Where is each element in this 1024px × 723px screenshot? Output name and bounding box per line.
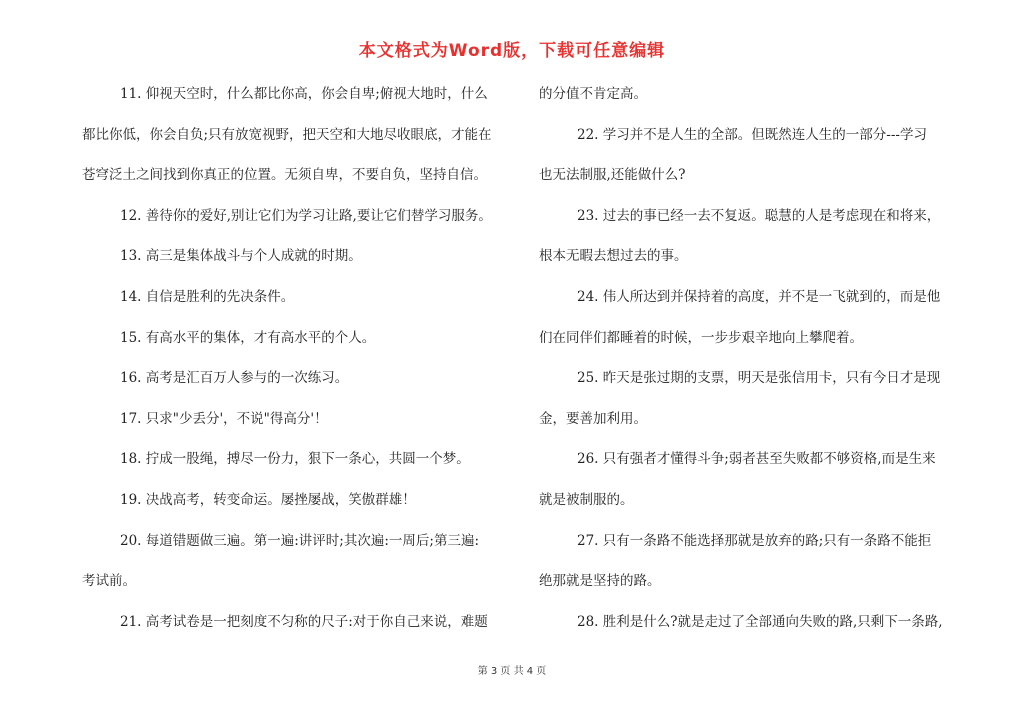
text-line: 们在同伴们都睡着的时候，一步步艰辛地向上攀爬着。: [539, 329, 863, 346]
text-line: 23. 过去的事已经一去不复返。聪慧的人是考虑现在和将来，: [577, 207, 941, 224]
left-text-column: [82, 80, 506, 648]
text-line: 15. 有高水平的集体，才有高水平的个人。: [120, 329, 376, 346]
text-line: 就是被制服的。: [539, 491, 634, 508]
text-line: 27. 只有一条路不能选择那就是放弃的路;只有一条路不能拒: [577, 532, 932, 549]
text-line: 17. 只求"少丢分'，不说"得高分'！: [120, 410, 328, 427]
text-line: 16. 高考是汇百万人参与的一次练习。: [120, 370, 349, 387]
text-line: 考试前。: [82, 573, 136, 590]
word-format-banner: 本文格式为Word版，下载可任意编辑: [358, 41, 666, 61]
text-line: 18. 拧成一股绳，搏尽一份力，狠下一条心，共圆一个梦。: [120, 451, 470, 468]
text-line: 也无法制服,还能做什么?: [539, 167, 686, 184]
text-line: 的分值不肯定高。: [539, 86, 647, 102]
text-line: 苍穹泛土之间找到你真正的位置。无须自卑，不要自负，坚持自信。: [82, 167, 487, 184]
text-line: 14. 自信是胜利的先决条件。: [120, 288, 295, 305]
text-line: 13. 高三是集体战斗与个人成就的时期。: [120, 248, 362, 265]
text-line: 24. 伟人所达到并保持着的高度，并不是一飞就到的，而是他: [577, 288, 941, 305]
text-line: 金，要善加利用。: [539, 410, 647, 427]
right-text-column: [539, 80, 959, 648]
text-line: 19. 决战高考，转变命运。屡挫屡战，笑傲群雄！: [120, 491, 416, 508]
text-line: 11. 仰视天空时，什么都比你高，你会自卑;俯视大地时，什么: [120, 86, 488, 102]
text-line: 28. 胜利是什么?就是走过了全部通向失败的路,只剩下一条路,: [577, 613, 943, 630]
text-line: 12. 善待你的爱好,别让它们为学习让路,要让它们替学习服务。: [120, 207, 492, 224]
text-line: 21. 高考试卷是一把刻度不匀称的尺子:对于你自己来说，难题: [120, 613, 488, 630]
text-line: 26. 只有强者才懂得斗争;弱者甚至失败都不够资格,而是生来: [577, 451, 936, 468]
text-line: 25. 昨天是张过期的支票，明天是张信用卡，只有今日才是现: [577, 370, 941, 387]
text-line: 根本无暇去想过去的事。: [539, 248, 688, 265]
page-number: 第 3 页 共 4 页: [477, 666, 547, 677]
text-line: 20. 每道错题做三遍。第一遍:讲评时;其次遍:一周后;第三遍:: [120, 532, 480, 549]
text-line: 绝那就是坚持的路。: [539, 573, 661, 590]
text-line: 22. 学习并不是人生的全部。但既然连人生的一部分---学习: [577, 126, 927, 143]
text-line: 都比你低，你会自负;只有放宽视野，把天空和大地尽收眼底，才能在: [82, 126, 492, 143]
